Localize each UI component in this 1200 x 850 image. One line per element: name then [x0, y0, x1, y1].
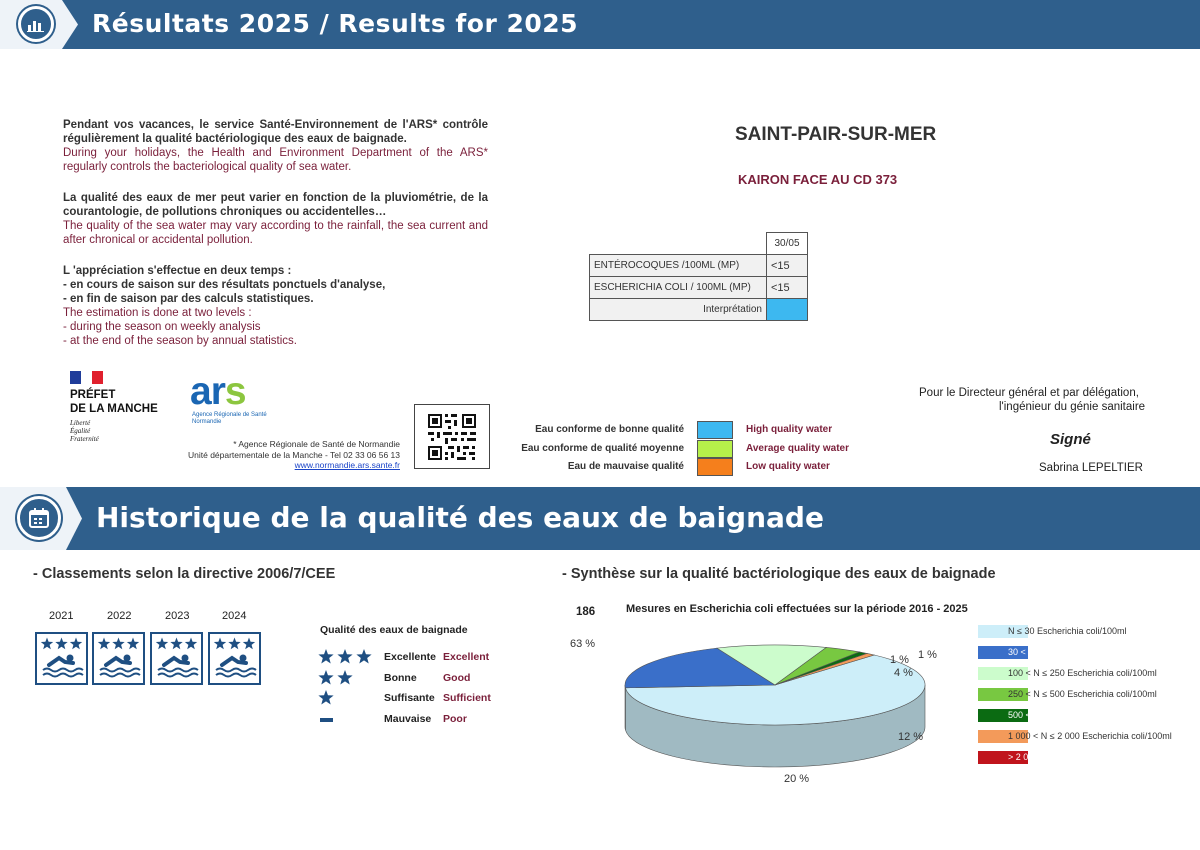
enterococci-label: ENTÉROCOQUES /100ML (MP)	[590, 255, 767, 277]
intro-p3-en-item: - during the season on weekly analysis	[63, 321, 261, 333]
enterococci-value: <15	[767, 255, 808, 277]
star-icon	[318, 690, 333, 704]
quality-legend-title: Qualité des eaux de baignade	[320, 624, 468, 636]
synthesis-title: - Synthèse sur la qualité bactériologique des eaux de baignade	[562, 566, 996, 582]
year-label: 2021	[49, 610, 74, 622]
legend-average-en: Average quality water	[746, 443, 850, 454]
star-icon	[337, 670, 352, 684]
results-banner	[0, 0, 1200, 49]
signature-name: Sabrina LEPELTIER	[1039, 462, 1143, 474]
year-label: 2023	[165, 610, 190, 622]
legend-sufficient-en: Sufficient	[443, 692, 491, 704]
star-icon	[243, 638, 255, 650]
intro-p3-fr: L 'appréciation s'effectue en deux temps :	[63, 265, 292, 277]
intro-p3-fr-item: - en fin de saison par des calculs statistiques.	[63, 293, 314, 305]
star-icon	[98, 638, 110, 650]
star-icon	[228, 638, 240, 650]
history-title: Historique de la qualité des eaux de baignade	[96, 501, 824, 534]
motto-liberte: Liberté	[70, 419, 91, 427]
ars-address-line2: Unité départementale de la Manche - Tel 02 33 06 56 13	[187, 449, 400, 460]
calendar-icon	[17, 496, 61, 540]
intro-p2-en: The quality of the sea water may vary according to the rainfall, the sea current and after chronical or accidental pollution.	[63, 220, 488, 246]
results-title: Résultats 2025 / Results for 2025	[92, 9, 579, 38]
star-icon	[41, 638, 53, 650]
legend-good-fr: Bonne	[384, 672, 417, 684]
swimmer-icon	[100, 655, 140, 677]
legend-poor-en: Low quality water	[746, 461, 830, 472]
ars-address-line1: * Agence Régionale de Santé de Normandie	[233, 439, 400, 449]
legend-good-en: Good	[443, 672, 471, 684]
pie-legend-label: 250 < N ≤ 500 Escherichia coli/100ml	[1008, 689, 1157, 699]
sample-date: 30/05	[767, 233, 808, 255]
legend-row-sufficient	[318, 690, 498, 706]
classification-badge	[208, 632, 261, 685]
pie-legend-label: 500 < N ≤ 1 000 Escherichia coli/100ml	[1008, 710, 1165, 720]
pie-legend-label: N ≤ 30 Escherichia coli/100ml	[1008, 626, 1127, 636]
star-icon	[170, 638, 182, 650]
ecoli-label: ESCHERICHIA COLI / 100ML (MP)	[590, 277, 767, 299]
pie-data-label: 1 %	[890, 654, 909, 666]
pie-legend-label: > 2 000 Escherichia coli/100ml	[1008, 752, 1131, 762]
pie-data-label: 20 %	[784, 773, 810, 785]
intro-p1-fr: Pendant vos vacances, le service Santé-Environnement de l'ARS* contrôle régulièrement la qualité bactériologique des eaux de baignade.	[63, 119, 488, 145]
legend-row-excellent	[318, 649, 498, 665]
legend-good-en: High quality water	[746, 424, 833, 435]
pie-legend-label: 100 < N ≤ 250 Escherichia coli/100ml	[1008, 668, 1157, 678]
star-icon	[112, 638, 124, 650]
ars-address	[188, 439, 400, 471]
pie-data-label: 63 %	[570, 638, 596, 650]
classification-badge	[150, 632, 203, 685]
star-icon	[156, 638, 168, 650]
qr-code[interactable]	[414, 404, 490, 469]
pie-legend-label: 1 000 < N ≤ 2 000 Escherichia coli/100ml	[1008, 731, 1172, 741]
pie-data-label: 12 %	[898, 731, 924, 743]
classification-badge	[92, 632, 145, 685]
signature-line2: l'ingénieur du génie sanitaire	[999, 401, 1146, 413]
ars-logo-region: Normandie	[192, 419, 222, 425]
ars-website-link[interactable]: www.normandie.ars.sante.fr	[294, 460, 400, 470]
intro-p2-fr: La qualité des eaux de mer peut varier en fonction de la pluviométrie, de la courantologie, de pollutions chroniques ou accidentelles…	[63, 192, 488, 218]
interpretation-swatch	[767, 299, 808, 321]
intro-p3-en-item: - at the end of the season by annual statistics.	[63, 335, 297, 347]
signature-line1: Pour le Directeur général et par délégation,	[919, 387, 1139, 399]
legend-poor-swatch	[697, 458, 733, 476]
ecoli-value: <15	[767, 277, 808, 299]
signature-signed: Signé	[1050, 431, 1091, 448]
swimmer-icon	[158, 655, 198, 677]
legend-row-good	[318, 670, 498, 686]
legend-row-poor	[318, 711, 498, 727]
pie-chart	[560, 630, 960, 790]
pie-data-label: 1 %	[918, 649, 937, 661]
history-banner	[0, 487, 1200, 550]
swimmer-icon	[216, 655, 256, 677]
star-icon	[318, 649, 333, 663]
ars-logo	[190, 372, 267, 426]
prefet-line2: DE LA MANCHE	[70, 403, 158, 415]
interpretation-label: Interprétation	[590, 299, 767, 321]
intro-text	[63, 118, 488, 348]
classification-title: - Classements selon la directive 2006/7/CEE	[33, 566, 336, 582]
star-icon	[185, 638, 197, 650]
chart-title: Mesures en Escherichia coli effectuées sur la période 2016 - 2025	[626, 603, 968, 615]
legend-good-swatch	[697, 421, 733, 439]
legend-sufficient-fr: Suffisante	[384, 692, 435, 704]
legend-average-fr: Eau conforme de qualité moyenne	[521, 443, 684, 454]
legend-excellent-en: Excellent	[443, 651, 490, 663]
legend-poor-fr: Eau de mauvaise qualité	[567, 461, 684, 472]
intro-p3-en: The estimation is done at two levels :	[63, 307, 252, 319]
pie-data-label: 4 %	[894, 667, 913, 679]
ars-logo-s: s	[224, 370, 246, 413]
motto-fraternite: Fraternité	[70, 435, 99, 443]
beach-name: KAIRON FACE AU CD 373	[738, 172, 898, 187]
star-icon	[318, 670, 333, 684]
french-flag-icon	[70, 371, 103, 384]
year-label: 2022	[107, 610, 132, 622]
star-icon	[127, 638, 139, 650]
year-label: 2024	[222, 610, 247, 622]
classification-badge	[35, 632, 88, 685]
star-icon	[337, 649, 352, 663]
intro-p1-en: During your holidays, the Health and Environment Department of the ARS* regularly controls the bacteriological quality of sea water.	[63, 147, 488, 173]
bar-chart-icon	[18, 6, 54, 42]
pie-legend-label: 30 < N ≤ 100 Escherichia coli/100ml	[1008, 647, 1152, 657]
ars-logo-subtitle: Agence Régionale de Santé	[192, 412, 267, 418]
legend-poor-fr: Mauvaise	[384, 713, 432, 725]
ars-logo-ar: ar	[190, 370, 225, 413]
legend-poor-en: Poor	[443, 713, 467, 725]
star-icon	[55, 638, 67, 650]
star-icon	[214, 638, 226, 650]
measurement-count: 186	[576, 606, 596, 618]
results-table	[589, 232, 808, 321]
prefet-logo	[70, 371, 158, 443]
prefet-line1: PRÉFET	[70, 389, 116, 401]
legend-excellent-fr: Excellente	[384, 651, 436, 663]
intro-p3-fr-item: - en cours de saison sur des résultats ponctuels d'analyse,	[63, 279, 386, 291]
legend-average-swatch	[697, 440, 733, 458]
motto-egalite: Égalité	[70, 427, 91, 435]
commune-name: SAINT-PAIR-SUR-MER	[735, 124, 937, 145]
legend-good-fr: Eau conforme de bonne qualité	[535, 424, 684, 435]
swimmer-icon	[43, 655, 83, 677]
star-icon	[356, 649, 371, 663]
star-icon	[70, 638, 82, 650]
